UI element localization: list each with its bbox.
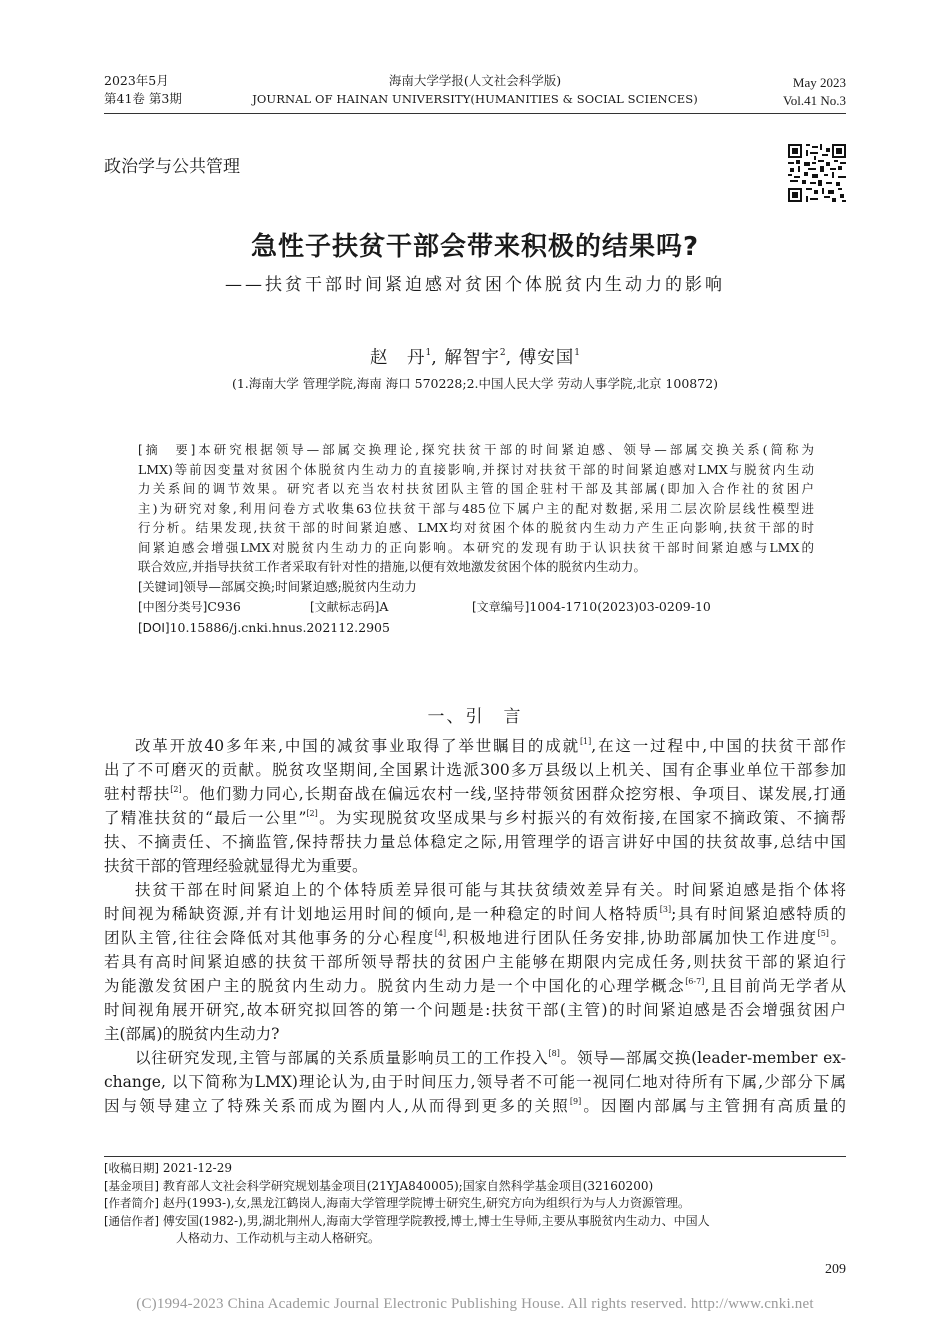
- issue-volume-en: Vol.41 No.3: [783, 93, 846, 108]
- author-bio-label: [作者简介]: [104, 1196, 159, 1210]
- abstract-line-text: 行分析。结果发现,扶贫干部的时间紧迫感、LMX均对贫困个体的脱贫内生动力产生正向影响,扶贫干部的时: [138, 520, 814, 535]
- citation-link[interactable]: [9]: [569, 1097, 582, 1106]
- doi-link[interactable]: 10.15886/j.cnki.hnus.202112.2905: [169, 619, 390, 635]
- body-line: [104, 1070, 846, 1094]
- author-list: [0, 344, 950, 369]
- header-right: [720, 74, 846, 110]
- body-text-run: 扶贫干部的管理经验就显得尤为重要。: [104, 857, 368, 875]
- body-line: [104, 734, 846, 758]
- body-text-run: ,且目前尚无学者从: [704, 977, 846, 995]
- page-number: 209: [825, 1262, 846, 1277]
- body-text-run: 以往研究发现,主管与部属的关系质量影响员工的工作投入: [135, 1049, 549, 1067]
- body-line: [104, 902, 846, 926]
- doc-code-label: [文献标志码]: [310, 600, 380, 614]
- citation-link[interactable]: [1]: [579, 737, 592, 746]
- citation-link[interactable]: [6-7]: [685, 977, 705, 986]
- abstract-line-text: 间紧迫感会增强LMX对脱贫内生动力的正向影响。本研究的发现有助于认识扶贫干部时间紧迫感与LMX的: [138, 539, 814, 555]
- abstract-line: [138, 479, 814, 499]
- clc-cell: [138, 597, 310, 618]
- body-text-run: 了精准扶贫的“最后一公里”: [104, 809, 307, 827]
- corresponding-text-continued: 人格动力、工作动机与主动人格研究。: [176, 1231, 381, 1245]
- section-heading-introduction: 一、引 言: [427, 707, 523, 727]
- header-divider: [104, 113, 846, 114]
- doc-code-cell: [310, 597, 472, 618]
- body-text-run: 。: [828, 929, 846, 947]
- body-line: [104, 782, 846, 806]
- doc-code-value: A: [379, 599, 389, 614]
- clc-label: [中图分类号]: [138, 600, 208, 614]
- doi-row: [138, 618, 814, 639]
- author-2-affil: 2: [499, 348, 506, 358]
- body-text-run: ,积极地进行团队任务安排,协助部属加快工作进度: [446, 929, 818, 947]
- abstract-line: [138, 460, 814, 480]
- body-text-run: 。因圈内部属与主管拥有高质量的: [581, 1097, 846, 1115]
- abstract-line: [138, 557, 814, 577]
- author-3[interactable]: 傅安国: [518, 348, 575, 368]
- citation-link[interactable]: [3]: [659, 905, 672, 914]
- doi-label: [DOI]: [138, 620, 170, 635]
- body-line: [104, 974, 846, 998]
- body-text-run: ,在这一过程中,中国的扶贫干部作: [591, 737, 846, 755]
- body-text-run: 时间视角展开研究,故本研究拟回答的第一个问题是:扶贫干部(主管)的时间紧迫感是否会增强贫困户: [104, 1001, 846, 1019]
- body-text-run: 主(部属)的脱贫内生动力?: [104, 1025, 280, 1043]
- author-bio-text: 赵丹(1993-),女,黑龙江鹤岗人,海南大学管理学院博士研究生,研究方向为组织行为与人力资源管理。: [162, 1196, 691, 1210]
- fund-label: [基金项目]: [104, 1178, 159, 1193]
- received-date: 2021-12-29: [162, 1161, 232, 1175]
- body-line: [104, 998, 846, 1022]
- clc-value: C936: [207, 599, 241, 614]
- body-line: [104, 926, 846, 950]
- fund-text: 教育部人文社会科学研究规划基金项目(21YJA840005);国家自然科学基金项目(32160200): [162, 1178, 654, 1193]
- issue-volume-cn: 第41卷 第3期: [104, 91, 182, 106]
- body-text-run: 出了不可磨灭的贡献。脱贫攻坚期间,全国累计选派300多万县级以上机关、国有企事业单位干部参加: [104, 761, 846, 779]
- abstract-line-text: 力关系间的调节效果。研究者以充当农村扶贫团队主管的国企驻村干部及其部属(即加入合作社的贫困户: [138, 481, 814, 496]
- citation-link[interactable]: [2]: [170, 785, 182, 794]
- classification-row: [138, 597, 814, 618]
- body-text-run: 因与领导建立了特殊关系而成为圈内人,从而得到更多的关照: [104, 1097, 570, 1115]
- author-2[interactable]: 解智宇: [444, 348, 500, 368]
- citation-link[interactable]: [2]: [306, 809, 318, 818]
- body-line: [104, 1094, 846, 1118]
- header-left: [104, 72, 182, 108]
- body-text-run: 改革开放40多年来,中国的减贫事业取得了举世瞩目的成就: [135, 737, 580, 755]
- body-line: [104, 758, 846, 782]
- corresponding-text: 傅安国(1982-),男,湖北荆州人,海南大学管理学院教授,博士,博士生导师,主要从事脱贫内生动力、中国人: [162, 1213, 710, 1228]
- body-line: [104, 830, 846, 854]
- citation-link[interactable]: [5]: [817, 929, 829, 938]
- abstract-line-text: 联合效应,并指导扶贫工作者采取有针对性的措施,以便有效地激发贫困个体的脱贫内生动力。: [138, 559, 646, 574]
- body-text-run: 。他们勠力同心,长期奋战在偏远农村一线,坚持带领贫困群众挖穷根、争项目、谋发展,打通: [181, 785, 846, 803]
- article-title: 急性子扶贫干部会带来积极的结果吗?: [250, 232, 700, 262]
- author-separator: ,: [431, 348, 445, 368]
- footnote-received: [104, 1160, 846, 1178]
- issue-date-en: May 2023: [792, 75, 846, 90]
- corresponding-label: [通信作者]: [104, 1213, 159, 1228]
- keywords: 领导—部属交换;时间紧迫感;脱贫内生动力: [183, 578, 417, 594]
- abstract-line: [138, 499, 814, 519]
- body-line: [104, 878, 846, 902]
- author-1-affil: 1: [425, 348, 432, 358]
- qr-code-icon[interactable]: [788, 144, 846, 202]
- body-text-run: 团队主管,往往会降低对其他事务的分心程度: [104, 929, 435, 947]
- abstract-line-text: LMX)等前因变量对贫困个体脱贫内生动力的直接影响,并探讨对扶贫干部的时间紧迫感对LMX与脱贫内生动: [138, 461, 814, 477]
- article-subtitle: ——扶贫干部时间紧迫感对贫困个体脱贫内生动力的影响: [225, 275, 725, 295]
- footnote-corresponding: [104, 1213, 846, 1231]
- issue-date-cn: 2023年5月: [104, 73, 169, 88]
- abstract-text: [138, 440, 814, 577]
- body-line: [104, 1022, 846, 1046]
- footnote-fund: [104, 1178, 846, 1196]
- abstract-line: [138, 440, 814, 460]
- abstract: [138, 440, 814, 638]
- abstract-line-text: 本研究根据领导—部属交换理论,探究扶贫干部的时间紧迫感、领导—部属交换关系(简称为: [195, 442, 814, 457]
- copyright-watermark: (C)1994-2023 China Academic Journal Electronic Publishing House. All rights reserved. http://www.cnki.net: [136, 1296, 814, 1312]
- author-separator: ,: [505, 348, 519, 368]
- article-no-value: 1004-1710(2023)03-0209-10: [529, 599, 711, 614]
- abstract-line: [138, 538, 814, 558]
- journal-name: [240, 72, 710, 108]
- journal-name-en: JOURNAL OF HAINAN UNIVERSITY(HUMANITIES & SOCIAL SCIENCES): [252, 92, 698, 106]
- body-line: [104, 854, 846, 878]
- abstract-label: [摘 要]: [138, 443, 196, 457]
- body-text-run: 若具有高时间紧迫感的扶贫干部所领导帮扶的贫困户主能够在期限内完成任务,则扶贫干部的紧迫行: [104, 953, 846, 971]
- body-text-run: 为能激发贫困户主的脱贫内生动力。脱贫内生动力是一个中国化的心理学概念: [104, 977, 686, 995]
- body-text-run: 扶、不摘责任、不摘监管,保持帮扶力量总体稳定之际,用管理学的语言讲好中国的扶贫故事,总结中国: [104, 833, 846, 851]
- article-no-cell: [472, 599, 711, 614]
- body-line: [104, 1046, 846, 1070]
- abstract-line: [138, 518, 814, 538]
- body-text: [104, 734, 846, 1118]
- body-text-run: 。领导—部属交换(leader-member ex-: [559, 1049, 846, 1067]
- journal-name-cn: 海南大学学报(人文社会科学版): [388, 73, 562, 88]
- body-text-run: 时间视为稀缺资源,并有计划地运用时间的倾向,是一种稳定的时间人格特质: [104, 905, 660, 923]
- affiliations: (1.海南大学 管理学院,海南 海口 570228;2.中国人民大学 劳动人事学院,北京 100872): [231, 376, 719, 391]
- author-3-affil: 1: [574, 348, 580, 358]
- body-line: [104, 806, 846, 830]
- received-label: [收稿日期]: [104, 1161, 159, 1175]
- author-1[interactable]: 赵 丹: [370, 348, 426, 368]
- article-no-label: [文章编号]: [472, 600, 530, 614]
- citation-link[interactable]: [4]: [434, 929, 447, 938]
- keywords-row: [138, 577, 814, 598]
- citation-link[interactable]: [8]: [548, 1049, 560, 1058]
- section-label: 政治学与公共管理: [104, 157, 240, 177]
- keywords-label: [关键词]: [138, 579, 184, 594]
- footnotes: [104, 1160, 846, 1248]
- body-text-run: 扶贫干部在时间紧迫上的个体特质差异很可能与其扶贫绩效差异有关。时间紧迫感是指个体将: [135, 881, 846, 899]
- body-line: [104, 950, 846, 974]
- footnote-author: [104, 1195, 846, 1213]
- body-text-run: change, 以下简称为LMX)理论认为,由于时间压力,领导者不可能一视同仁地对待所有下属,少部分下属: [104, 1073, 846, 1091]
- body-text-run: 驻村帮扶: [104, 785, 171, 803]
- footnote-divider: [104, 1156, 846, 1157]
- abstract-line-text: 主)为研究对象,利用问卷方式收集63位扶贫干部与485位下属户主的配对数据,采用二层次阶层线性模型进: [138, 500, 814, 516]
- body-text-run: ;具有时间紧迫感特质的: [671, 905, 846, 923]
- body-text-run: 。为实现脱贫攻坚成果与乡村振兴的有效衔接,在国家不摘政策、不摘帮: [317, 809, 846, 827]
